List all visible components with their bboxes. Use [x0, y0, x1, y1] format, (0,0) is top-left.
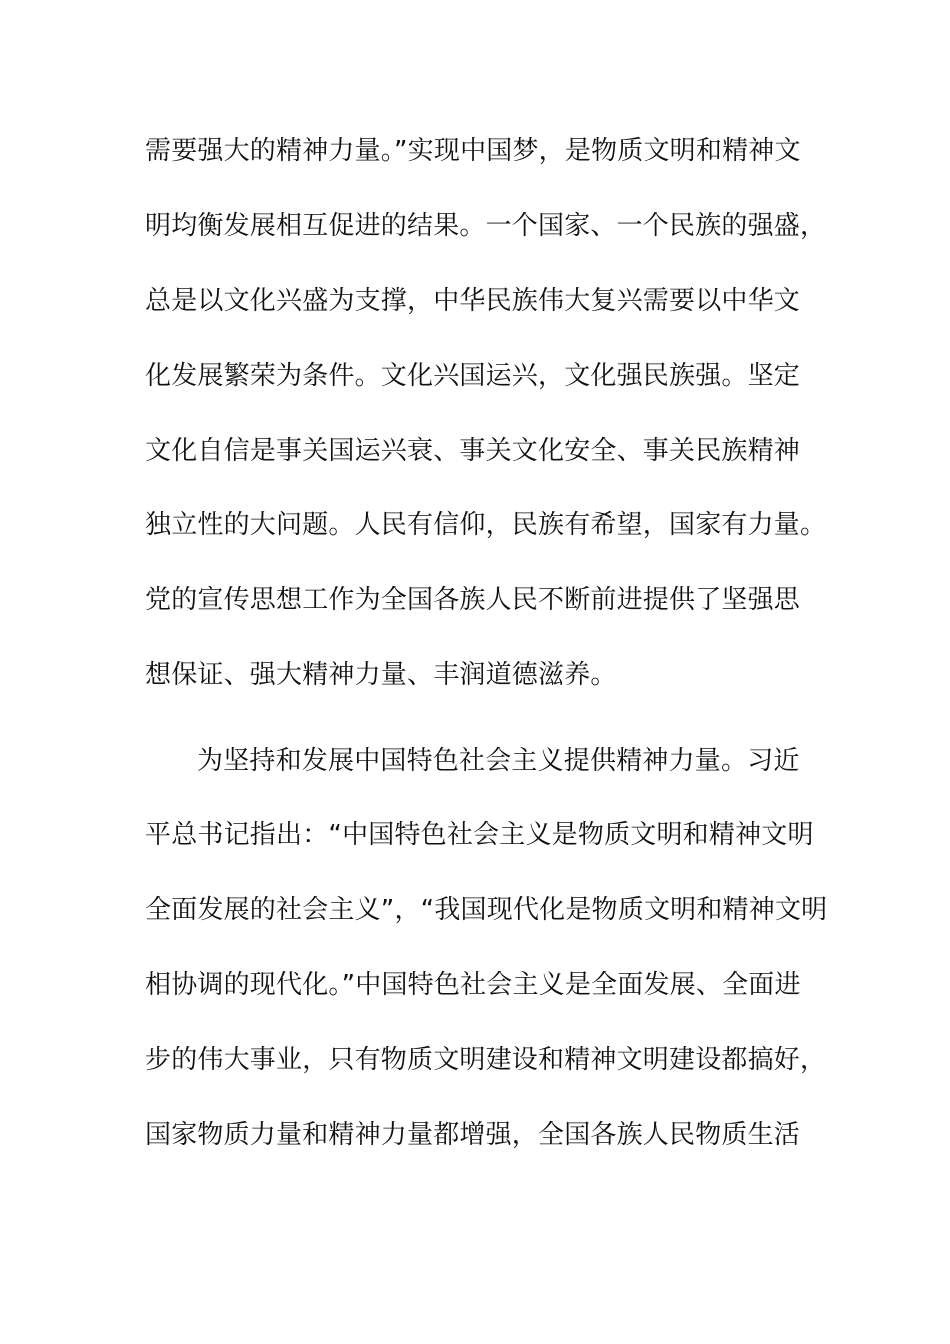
text-line: 平总书记指出：“中国特色社会主义是物质文明和精神文明 — [145, 820, 814, 850]
text-line: 党的宣传思想工作为全国各族人民不断前进提供了坚强思 — [145, 585, 801, 615]
text-line: 需要强大的精神力量。”实现中国梦，是物质文明和精神文 — [145, 136, 801, 166]
text-line: 化发展繁荣为条件。文化兴国运兴，文化强民族强。坚定 — [145, 361, 801, 391]
text-line: 独立性的大问题。人民有信仰，民族有希望，国家有力量。 — [145, 510, 827, 540]
text-line: 总是以文化兴盛为支撑，中华民族伟大复兴需要以中华文 — [145, 286, 801, 316]
text-line: 文化自信是事关国运兴衰、事关文化安全、事关民族精神 — [145, 436, 801, 466]
text-line: 步的伟大事业，只有物质文明建设和精神文明建设都搞好， — [145, 1045, 827, 1075]
text-line: 想保证、强大精神力量、丰润道德滋养。 — [145, 660, 617, 690]
text-line: 明均衡发展相互促进的结果。一个国家、一个民族的强盛， — [145, 211, 827, 241]
text-line: 为坚持和发展中国特色社会主义提供精神力量。习近 — [197, 746, 800, 776]
text-line: 相协调的现代化。”中国特色社会主义是全面发展、全面进 — [145, 970, 801, 1000]
text-line: 全面发展的社会主义”，“我国现代化是物质文明和精神文明 — [145, 895, 828, 925]
text-line: 国家物质力量和精神力量都增强，全国各族人民物质生活 — [145, 1120, 801, 1150]
